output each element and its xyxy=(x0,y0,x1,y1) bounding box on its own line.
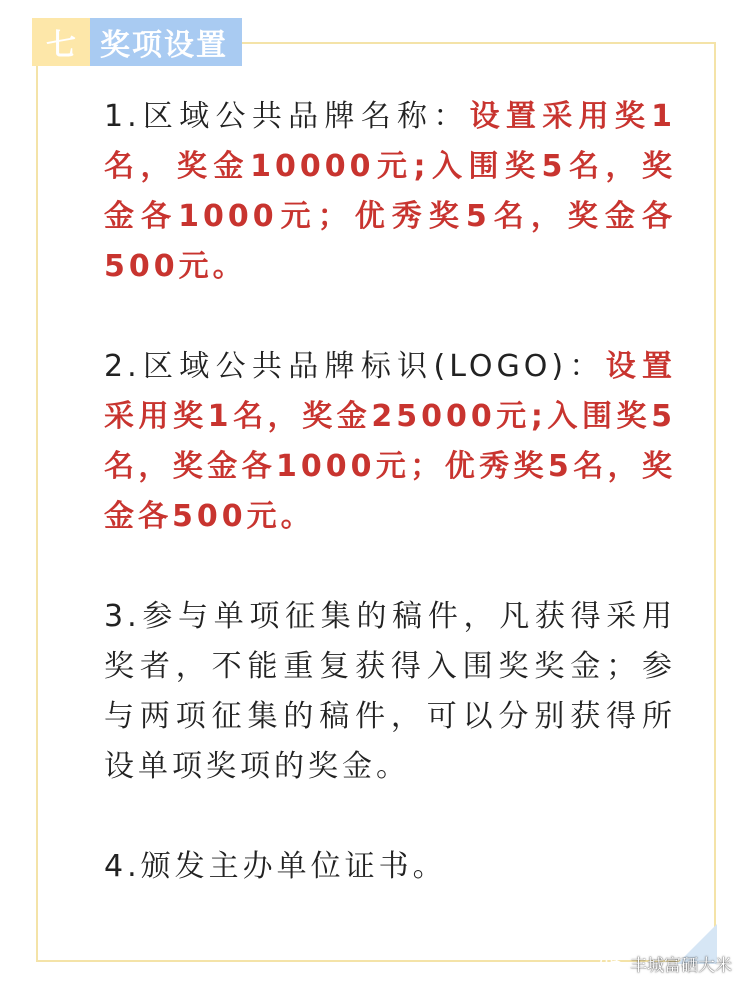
award-item-highlight: 设置采用奖1名，奖金25000元;入围奖5名，奖金各1000元；优秀奖5名，奖金各500元。 xyxy=(104,349,677,534)
award-item-certificate xyxy=(104,842,676,892)
award-item-lead: 3.参与单项征集的稿件，凡获得采用奖者，不能重复获得入围奖奖金；参与两项征集的稿件，可以分别获得所设单项奖项的奖金。 xyxy=(104,599,676,784)
award-item-lead: 4.颁发主办单位证书。 xyxy=(104,849,447,884)
award-item-lead: 2.区域公共品牌标识(LOGO)： xyxy=(104,349,606,384)
award-item-lead: 1.区域公共品牌名称： xyxy=(104,99,470,134)
award-item-highlight: 设置采用奖1名，奖金10000元;入围奖5名，奖金各1000元；优秀奖5名，奖金各500元。 xyxy=(104,99,676,284)
section-header xyxy=(32,18,242,66)
watermark-text: 丰城富硒大米 xyxy=(630,956,732,976)
award-item-rule xyxy=(104,592,676,792)
award-item-name xyxy=(104,92,676,292)
section-number: 七 xyxy=(32,18,90,66)
section-title: 奖项设置 xyxy=(90,18,242,66)
watermark xyxy=(600,951,732,976)
award-item-logo xyxy=(104,342,676,542)
award-list xyxy=(104,92,676,942)
wechat-icon xyxy=(600,954,624,974)
